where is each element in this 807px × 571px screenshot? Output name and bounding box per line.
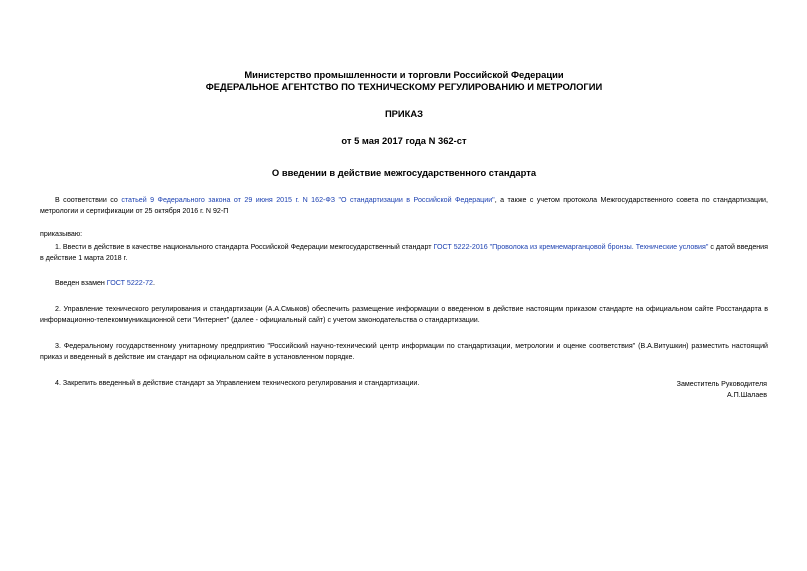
item-1-text-post: с датой введения в действие 1 марта 2018 г. xyxy=(40,243,768,262)
signatory-name: А.П.Шалаев xyxy=(726,391,767,399)
document xyxy=(40,0,768,389)
preamble-text-pre: В соответствии со xyxy=(55,196,122,204)
order-directive: приказываю: xyxy=(40,230,83,238)
item-4-paragraph: 4. Закрепить введенный в действие стандарт за Управлением технического регулирования и стандартизации. xyxy=(55,379,420,387)
signature-block xyxy=(677,379,767,401)
agency-name: ФЕДЕРАЛЬНОЕ АГЕНТСТВО ПО ТЕХНИЧЕСКОМУ РЕГУЛИРОВАНИЮ И МЕТРОЛОГИИ xyxy=(205,81,603,92)
gost-5222-72-link[interactable]: ГОСТ 5222-72 xyxy=(106,279,153,287)
replacement-text-post: . xyxy=(152,279,155,287)
federal-law-link[interactable]: статьей 9 Федерального закона от 29 июня 2015 г. N 162-ФЗ "О стандартизации в Российской Федерации" xyxy=(121,196,495,204)
gost-5222-2016-link[interactable]: ГОСТ 5222-2016 "Проволока из кремнемарганцовой бронзы. Технические условия" xyxy=(433,243,709,251)
preamble-text-post: , а также с учетом протокола Межгосударственного совета по стандартизации, метрологии и сертификации от 25 октября 2016 г. N 92-П xyxy=(40,196,768,215)
ministry-name: Министерство промышленности и торговли Российской Федерации xyxy=(244,69,564,80)
order-title: ПРИКАЗ xyxy=(384,108,424,119)
item-2-paragraph: 2. Управление технического регулирования и стандартизации (А.А.Смыков) обеспечить размещение информации о введенном в действие настоящим приказом стандарте на официальном сайте Росстандарта в информационно-телекоммуникационной сети "Интернет" (далее - официальный сайт) с учетом законодательства о стандартизации. xyxy=(40,305,768,324)
preamble-paragraph xyxy=(40,195,768,217)
order-subject: О введении в действие межгосударственного стандарта xyxy=(271,167,537,178)
item-3-paragraph: 3. Федеральному государственному унитарному предприятию "Российский научно-технический центр информации по стандартизации, метрологии и оценке соответствия" (В.А.Витушкин) разместить настоящий приказ и введенный в действие им стандарт на официальном сайте в установленном порядке. xyxy=(40,342,768,361)
item-1-paragraph xyxy=(40,242,768,264)
item-1-text-pre: 1. Ввести в действие в качестве национального стандарта Российской Федерации межгосударственный стандарт xyxy=(55,243,434,251)
signatory-position: Заместитель Руководителя xyxy=(676,380,767,388)
order-date: от 5 мая 2017 года N 362-ст xyxy=(341,135,467,146)
replacement-text-pre: Введен взамен xyxy=(55,279,107,287)
replacement-paragraph xyxy=(40,278,768,289)
